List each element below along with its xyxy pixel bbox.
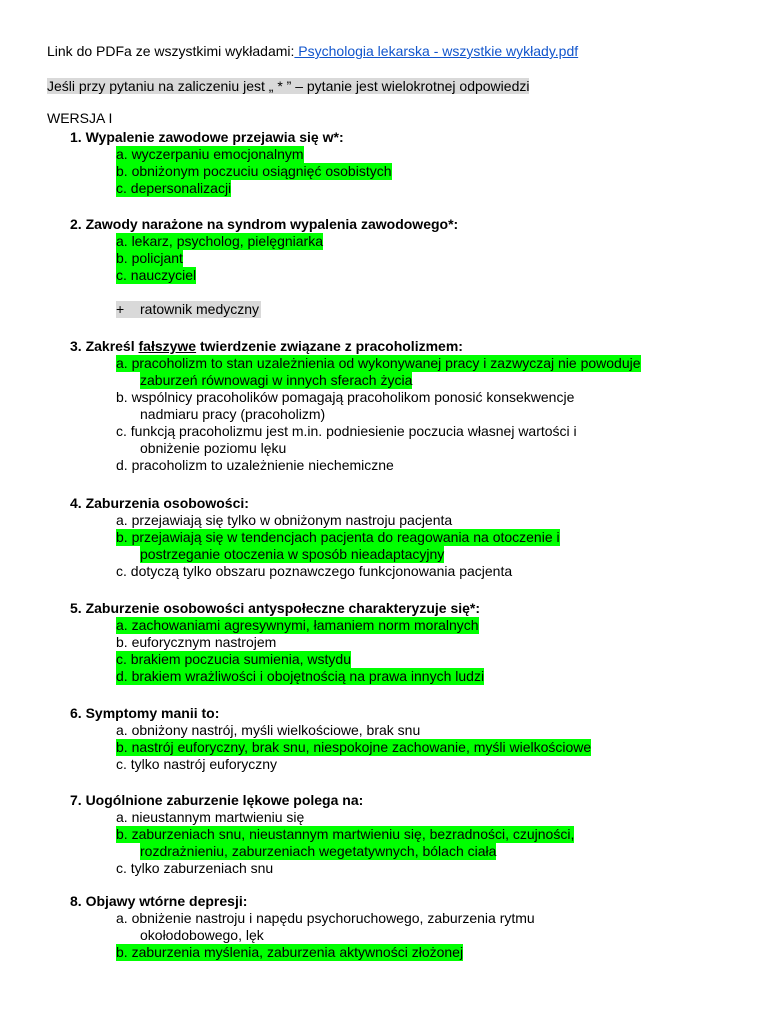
question-title: 8. Objawy wtórne depresji: — [70, 893, 248, 909]
question-title: 1. Wypalenie zawodowe przejawia się w*: — [70, 129, 344, 145]
highlighted-answer-text: zaburzeń równowagi w innych sferach życia — [140, 372, 413, 388]
answer-option — [116, 563, 560, 580]
answer-text: a. obniżony nastrój, myśli wielkościowe, brak snu — [116, 722, 421, 738]
highlighted-answer-text: b. nastrój euforyczny, brak snu, niespokojne zachowanie, myśli wielkościowe — [116, 739, 592, 755]
underlined-word: fałszywe — [138, 338, 197, 354]
answer-option — [116, 739, 591, 756]
answer-option — [116, 180, 392, 197]
highlighted-answer-text: b. obniżonym poczuciu osiągnięć osobistych — [116, 163, 392, 179]
answer-option — [116, 756, 591, 773]
question-title: 3. Zakreśl fałszywe twierdzenie związane z pracoholizmem: — [70, 338, 463, 354]
highlighted-answer-text: postrzeganie otoczenia w sposób nieadaptacyjny — [140, 546, 445, 562]
highlighted-answer-text: c. nauczyciel — [116, 267, 197, 283]
highlighted-answer-text: c. brakiem poczucia sumienia, wstydu — [116, 651, 351, 667]
question-8 — [70, 893, 535, 961]
highlighted-answer-text: b. zaburzenia myślenia, zaburzenia aktywności złożonej — [116, 944, 464, 960]
answer-text: a. przejawiają się tylko w obniżonym nastroju pacjenta — [116, 512, 453, 528]
question-1 — [70, 129, 392, 197]
answer-option — [116, 634, 484, 651]
question-title: 7. Uogólnione zaburzenie lękowe polega na: — [70, 792, 364, 808]
highlighted-answer-text: b. policjant — [116, 250, 183, 266]
answer-text: c. dotyczą tylko obszaru poznawczego funkcjonowania pacjenta — [116, 563, 513, 579]
question-2 — [70, 216, 458, 318]
answer-text: a. nieustannym martwieniu się — [116, 809, 305, 825]
highlighted-answer-text: a. pracoholizm to stan uzależnienia od wykonywanej pracy i zazwyczaj nie powoduje — [116, 355, 641, 371]
plus-symbol: + — [116, 301, 125, 317]
answer-option — [116, 826, 574, 860]
answer-option — [116, 233, 458, 250]
answer-option — [116, 389, 641, 423]
highlighted-answer-text: a. lekarz, psycholog, pielęgniarka — [116, 233, 324, 249]
answer-option — [116, 423, 641, 457]
answer-option — [116, 250, 458, 267]
highlighted-answer-text: b. przejawiają się w tendencjach pacjenta do reagowania na otoczenie i — [116, 529, 560, 545]
extra-answer-text: ratownik medyczny — [140, 301, 260, 317]
extra-answer — [116, 301, 458, 318]
answer-option — [116, 651, 484, 668]
highlighted-answer-text: b. zaburzeniach snu, nieustannym martwieniu się, bezradności, czujności, — [116, 826, 575, 842]
answer-option — [116, 512, 560, 529]
answer-option — [116, 860, 574, 877]
answer-option — [116, 617, 484, 634]
answer-text: obniżenie poziomu lęku — [140, 440, 287, 456]
answer-option — [116, 163, 392, 180]
intro-link-line — [47, 42, 578, 60]
answer-option — [116, 722, 591, 739]
answer-option — [116, 668, 484, 685]
answer-option — [116, 944, 535, 961]
answer-option — [116, 267, 458, 284]
answer-text: d. pracoholizm to uzależnienie niechemiczne — [116, 457, 394, 473]
answer-text: c. funkcją pracoholizmu jest m.in. podniesienie poczucia własnej wartości i — [116, 423, 577, 439]
pdf-link[interactable]: Psychologia lekarska - wszystkie wykłady.pdf — [294, 43, 579, 59]
highlighted-answer-text: c. depersonalizacji — [116, 180, 232, 196]
highlighted-answer-text: a. zachowaniami agresywnymi, łamaniem norm moralnych — [116, 617, 479, 633]
multiple-choice-note — [47, 77, 529, 95]
answer-text: okołodobowego, lęk — [140, 927, 264, 943]
question-4 — [70, 495, 560, 580]
link-prefix: Link do PDFa ze wszystkimi wykładami: — [47, 43, 295, 59]
question-title: 2. Zawody narażone na syndrom wypalenia zawodowego*: — [70, 216, 459, 232]
answer-text: a. obniżenie nastroju i napędu psychoruchowego, zaburzenia rytmu — [116, 910, 535, 926]
highlighted-answer-text: a. wyczerpaniu emocjonalnym — [116, 146, 304, 162]
note-text: Jeśli przy pytaniu na zaliczeniu jest „ * ” – pytanie jest wielokrotnej odpowiedzi — [47, 78, 530, 94]
question-5 — [70, 600, 484, 685]
answer-text: c. tylko zaburzeniach snu — [116, 860, 274, 876]
answer-option — [116, 910, 535, 944]
question-6 — [70, 705, 591, 773]
answer-option — [116, 529, 560, 563]
question-7 — [70, 792, 574, 877]
answer-text: nadmiaru pracy (pracoholizm) — [140, 406, 326, 422]
answer-option — [116, 146, 392, 163]
answer-option — [116, 809, 574, 826]
version-heading: WERSJA I — [47, 110, 113, 126]
question-title: 5. Zaburzenie osobowości antyspołeczne charakteryzuje się*: — [70, 600, 481, 616]
answer-text: c. tylko nastrój euforyczny — [116, 756, 278, 772]
answer-text: b. wspólnicy pracoholików pomagają pracoholikom ponosić konsekwencje — [116, 389, 575, 405]
answer-option — [116, 355, 641, 389]
answer-option — [116, 457, 641, 474]
highlighted-answer-text: d. brakiem wrażliwości i obojętnością na prawa innych ludzi — [116, 668, 485, 684]
question-3 — [70, 338, 641, 474]
highlighted-answer-text: rozdrażnieniu, zaburzeniach wegetatywnych, bólach ciała — [140, 843, 497, 859]
answer-text: b. euforycznym nastrojem — [116, 634, 277, 650]
question-title: 6. Symptomy manii to: — [70, 705, 220, 721]
question-title: 4. Zaburzenia osobowości: — [70, 495, 249, 511]
